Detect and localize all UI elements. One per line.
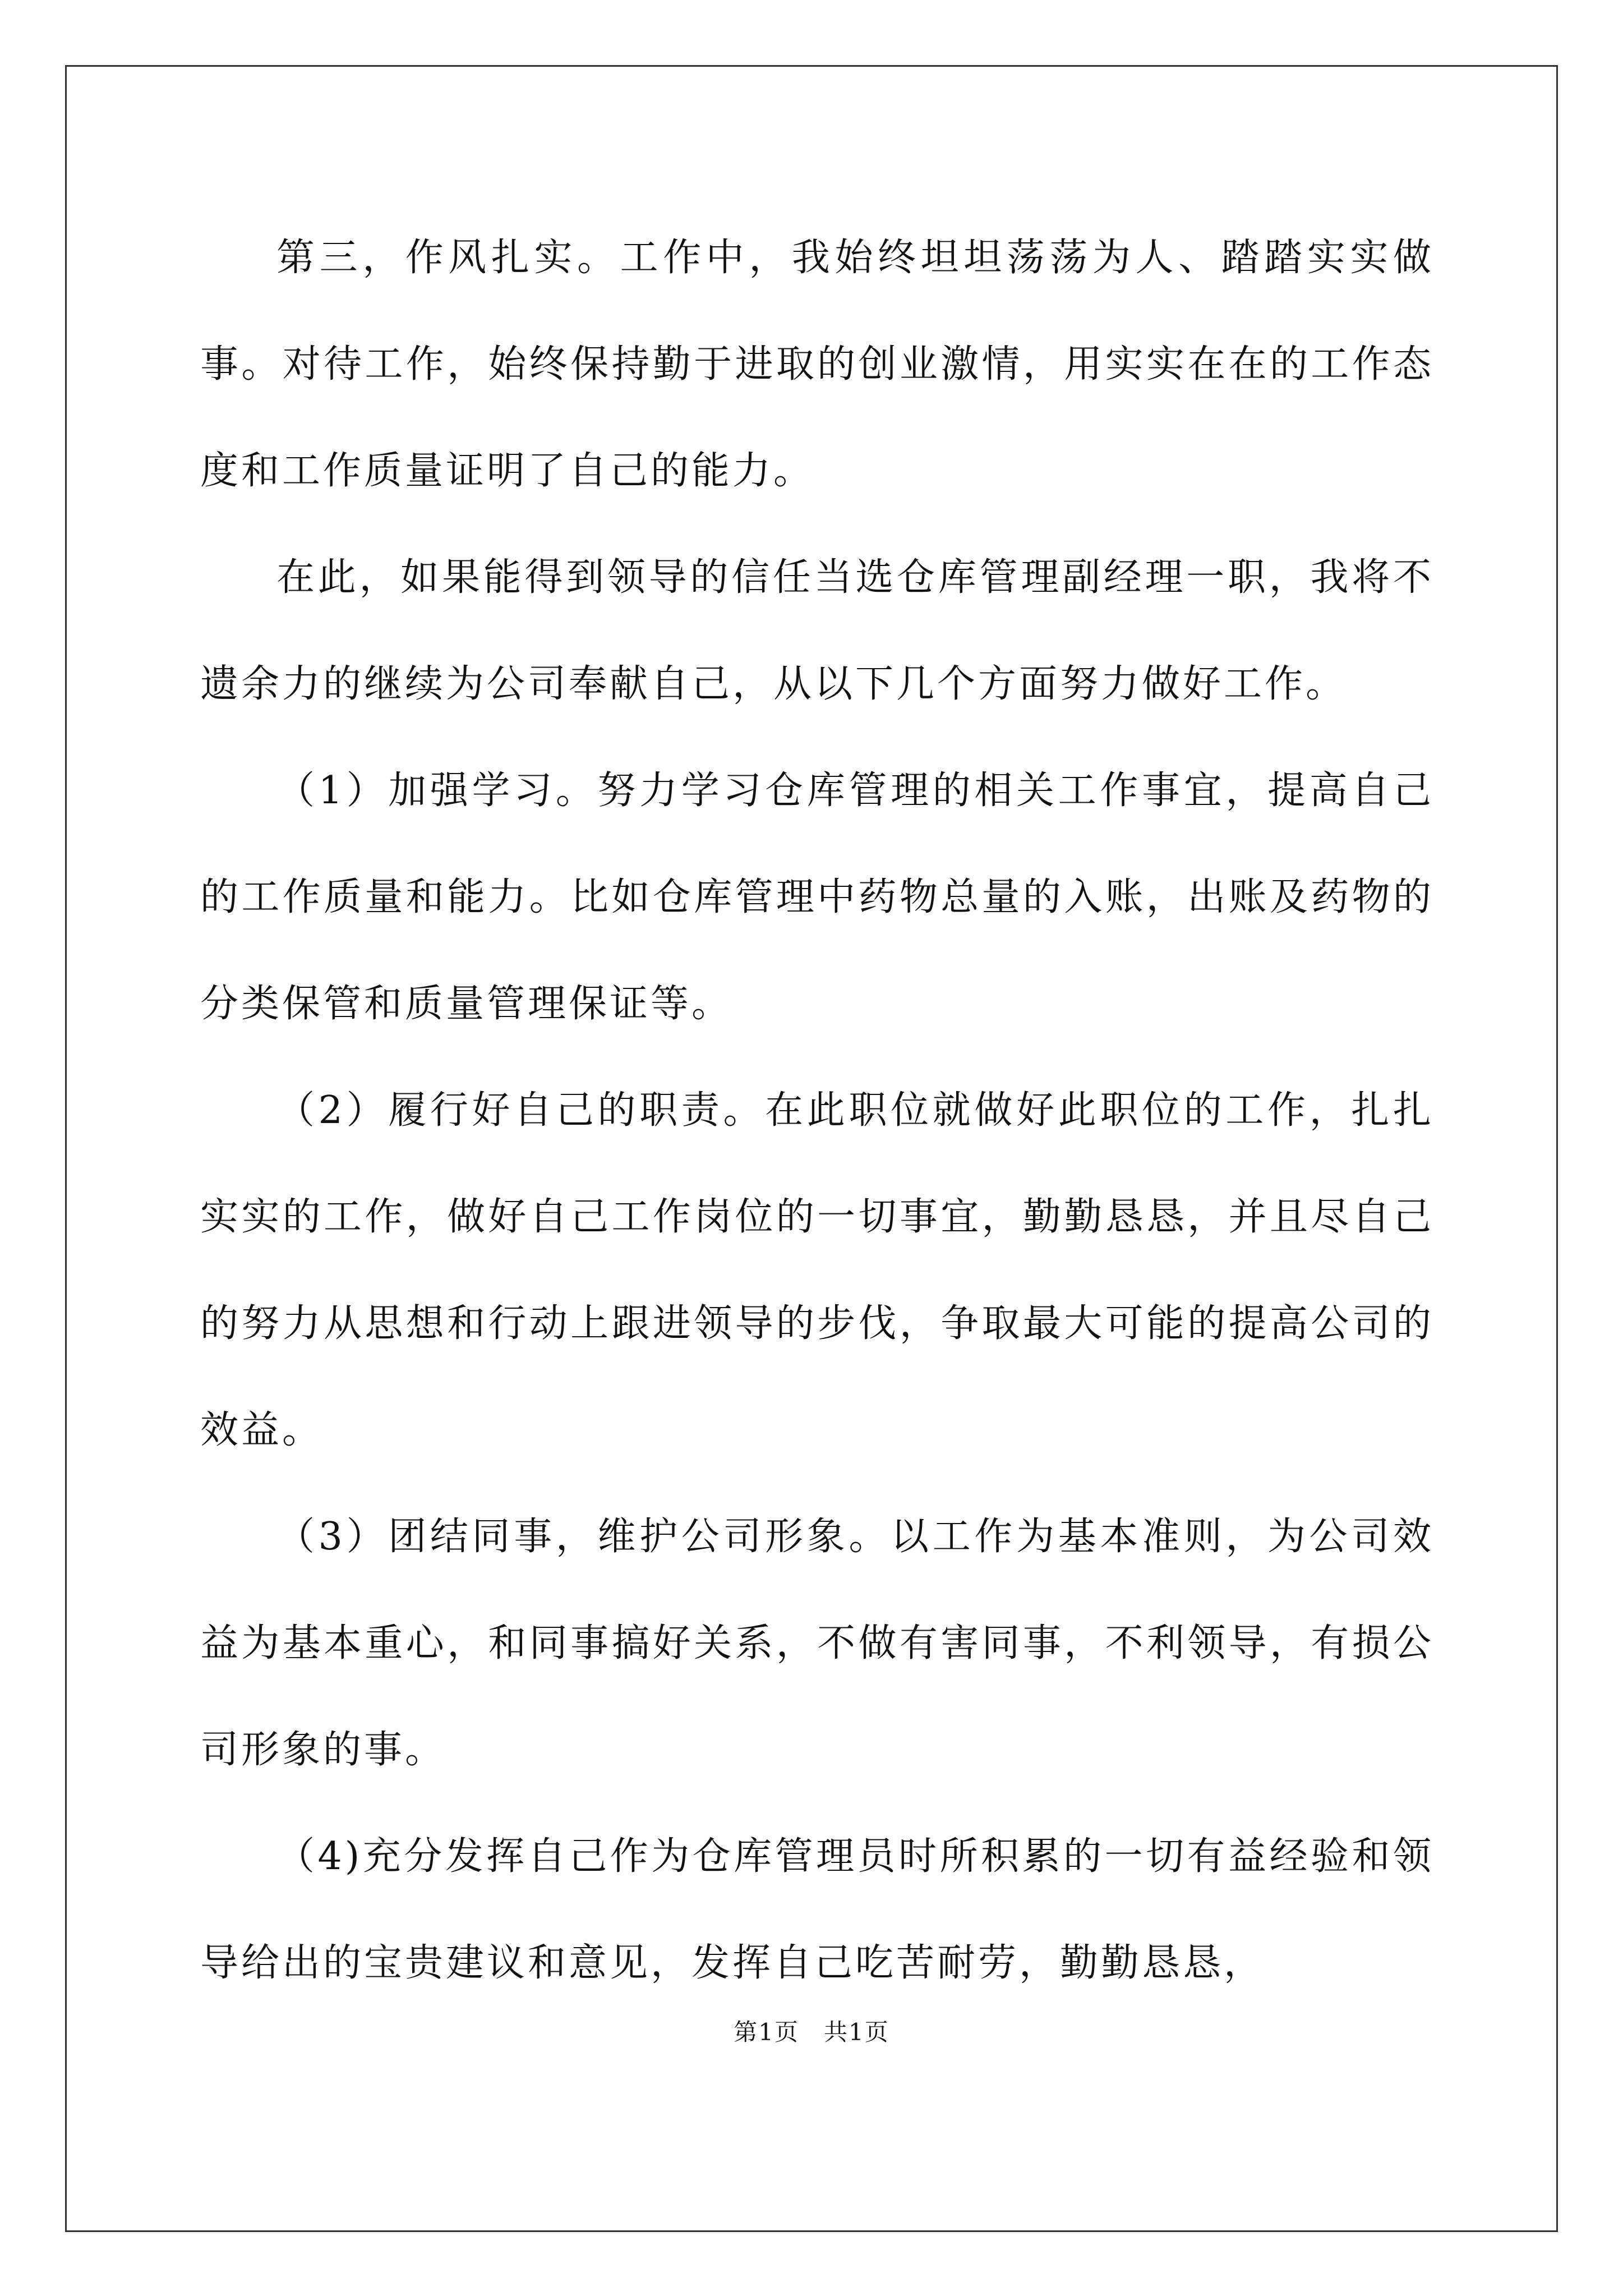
paragraph-work-style: 第三，作风扎实。工作中，我始终坦坦荡荡为人、踏踏实实做事。对待工作，始终保持勤于进取的创业激情，用实实在在的工作态度和工作质量证明了自己的能力。 (200, 236, 1434, 493)
document-body (200, 205, 1434, 2017)
paragraph-item-2: （2）履行好自己的职责。在此职位就做好此职位的工作，扎扎实实的工作，做好自己工作岗位的一切事宜，勤勤恳恳，并且尽自己的努力从思想和行动上跟进领导的步伐，争取最大可能的提高公司的效益。 (200, 1088, 1434, 1452)
paragraph-intent: 在此，如果能得到领导的信任当选仓库管理副经理一职，我将不遗余力的继续为公司奉献自己，从以下几个方面努力做好工作。 (200, 555, 1434, 706)
paragraph-item-1: （1）加强学习。努力学习仓库管理的相关工作事宜，提高自己的工作质量和能力。比如仓库管理中药物总量的入账，出账及药物的分类保管和质量管理保证等。 (200, 769, 1434, 1026)
paragraph-item-3: （3）团结同事，维护公司形象。以工作为基本准则，为公司效益为基本重心，和同事搞好关系，不做有害同事，不利领导，有损公司形象的事。 (200, 1515, 1434, 1772)
paragraph-item-4: （4)充分发挥自己作为仓库管理员时所积累的一切有益经验和领导给出的宝贵建议和意见，发挥自己吃苦耐劳，勤勤恳恳， (200, 1834, 1434, 1985)
page-footer: 第1页 共1页 (734, 2018, 889, 2046)
